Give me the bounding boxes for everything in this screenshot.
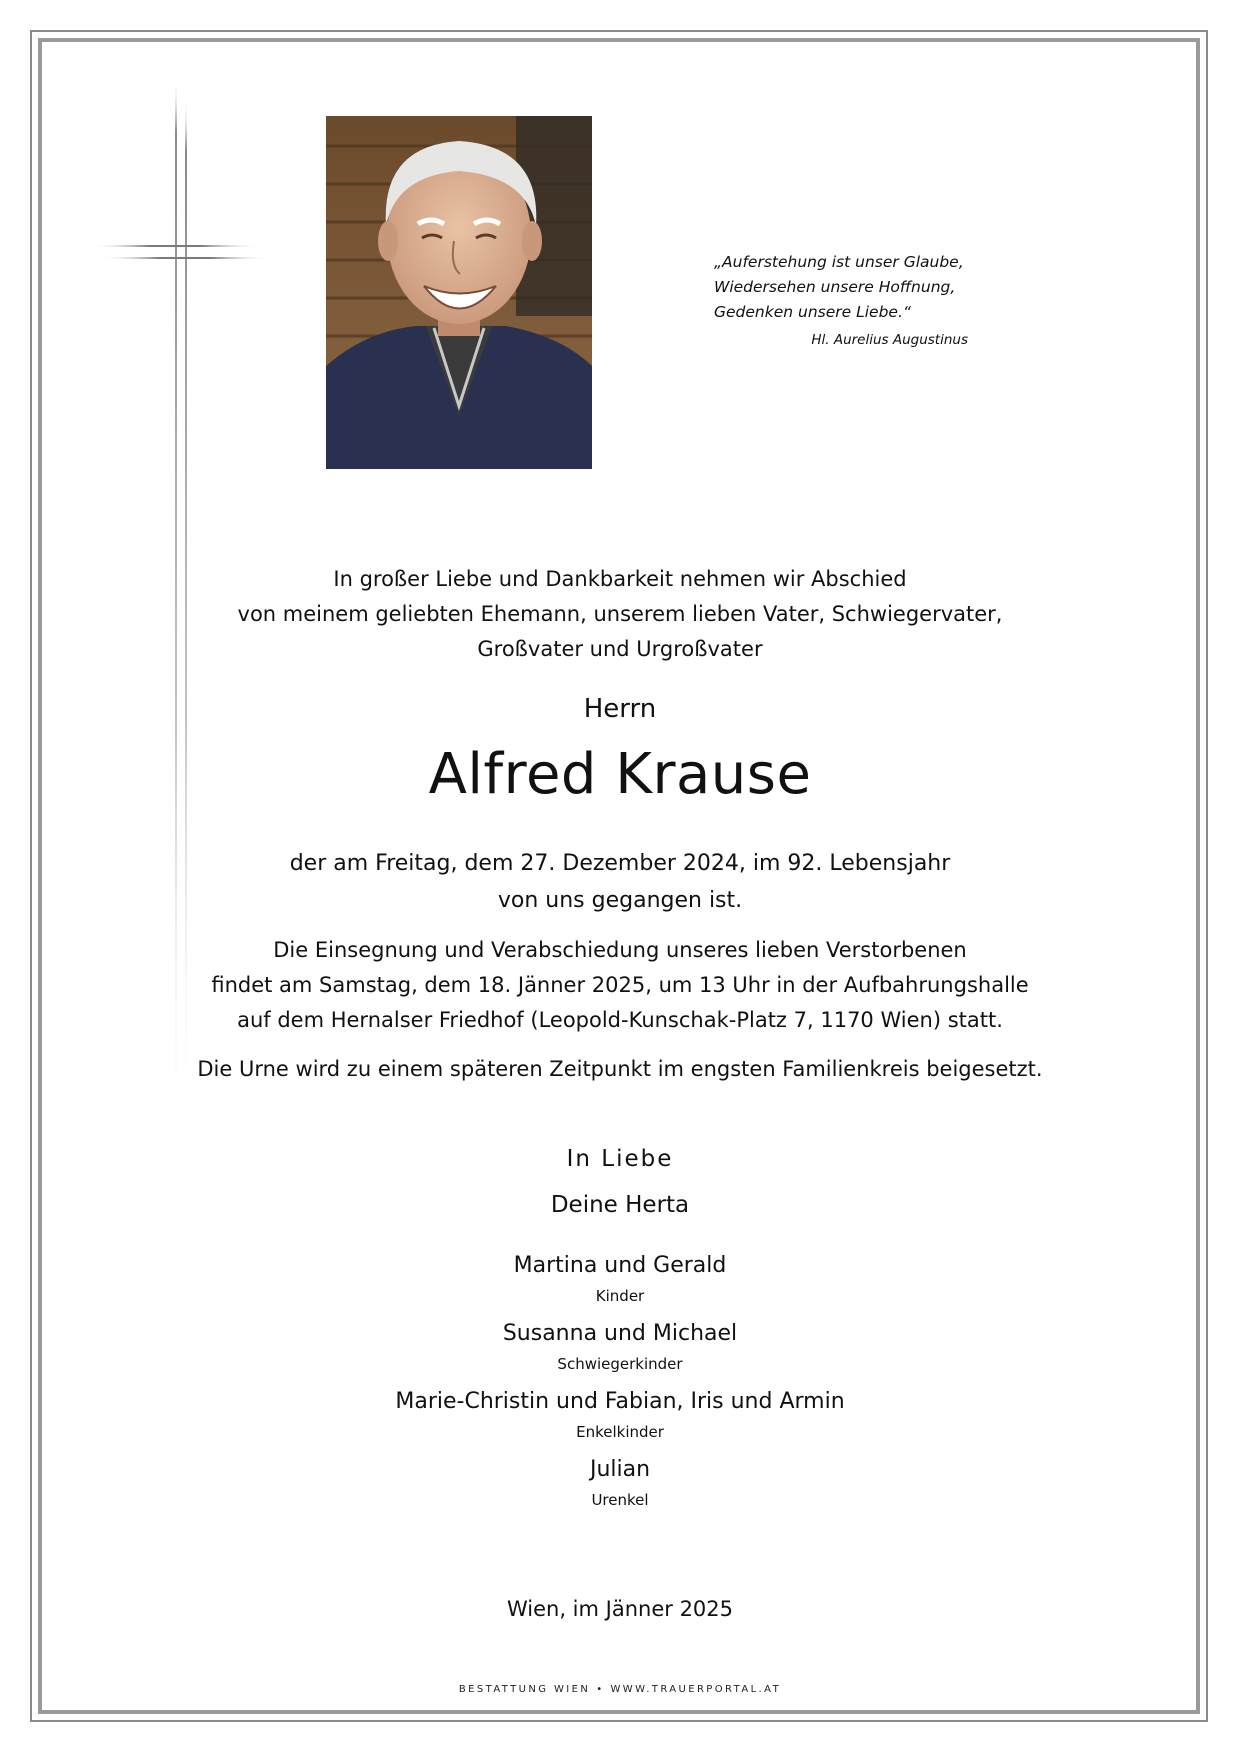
urn-info: Die Urne wird zu einem späteren Zeitpunkt im engsten Familienkreis beigesetzt. [197,1057,1043,1081]
mourner-names: Julian [589,1457,651,1482]
footer-company: BESTATTUNG WIEN [458,1684,591,1695]
ceremony-line: auf dem Hernalser Friedhof (Leopold-Kunschak-Platz 7, 1170 Wien) statt. [237,1008,1003,1032]
death-line: der am Freitag, dem 27. Dezember 2024, im 92. Lebensjahr [289,851,951,876]
mourner-names: Susanna und Michael [502,1321,738,1346]
in-love-heading: In Liebe [566,1146,674,1172]
ceremony-line: findet am Samstag, dem 18. Jänner 2025, um 13 Uhr in der Aufbahrungshalle [211,973,1029,997]
intro-line: von meinem geliebten Ehemann, unserem lieben Vater, Schwiegervater, [237,602,1003,626]
portrait-photo [326,116,592,469]
spouse-name: Deine Herta [550,1192,690,1218]
deceased-name: Alfred Krause [428,742,812,807]
salutation: Herrn [583,694,657,724]
quote-author: Hl. Aurelius Augustinus [811,332,968,348]
place-date: Wien, im Jänner 2025 [506,1597,734,1621]
mourner-role: Enkelkinder [576,1423,664,1441]
mourner-role: Schwiegerkinder [557,1355,683,1373]
ceremony-line: Die Einsegnung und Verabschiedung unseres lieben Verstorbenen [273,938,967,962]
quote-line: Wiedersehen unsere Hoffnung, [714,278,956,296]
ceremony-info [0,933,1240,1038]
mourner-role: Urenkel [591,1491,649,1509]
footer-separator: • [596,1684,605,1695]
mourner-role: Kinder [595,1287,645,1305]
mourner-names: Marie-Christin und Fabian, Iris und Armin [395,1389,845,1414]
intro-text [0,562,1240,667]
quote [714,250,1014,325]
intro-line: In großer Liebe und Dankbarkeit nehmen wir Abschied [333,567,907,591]
quote-line: Gedenken unsere Liebe.“ [714,303,911,321]
footer-website-link[interactable]: WWW.TRAUERPORTAL.AT [610,1684,782,1695]
death-line: von uns gegangen ist. [497,888,743,913]
death-notice [0,845,1240,919]
intro-line: Großvater und Urgroßvater [477,637,763,661]
footer [0,1684,1240,1695]
quote-line: „Auferstehung ist unser Glaube, [714,253,964,271]
mourner-names: Martina und Gerald [513,1253,727,1278]
